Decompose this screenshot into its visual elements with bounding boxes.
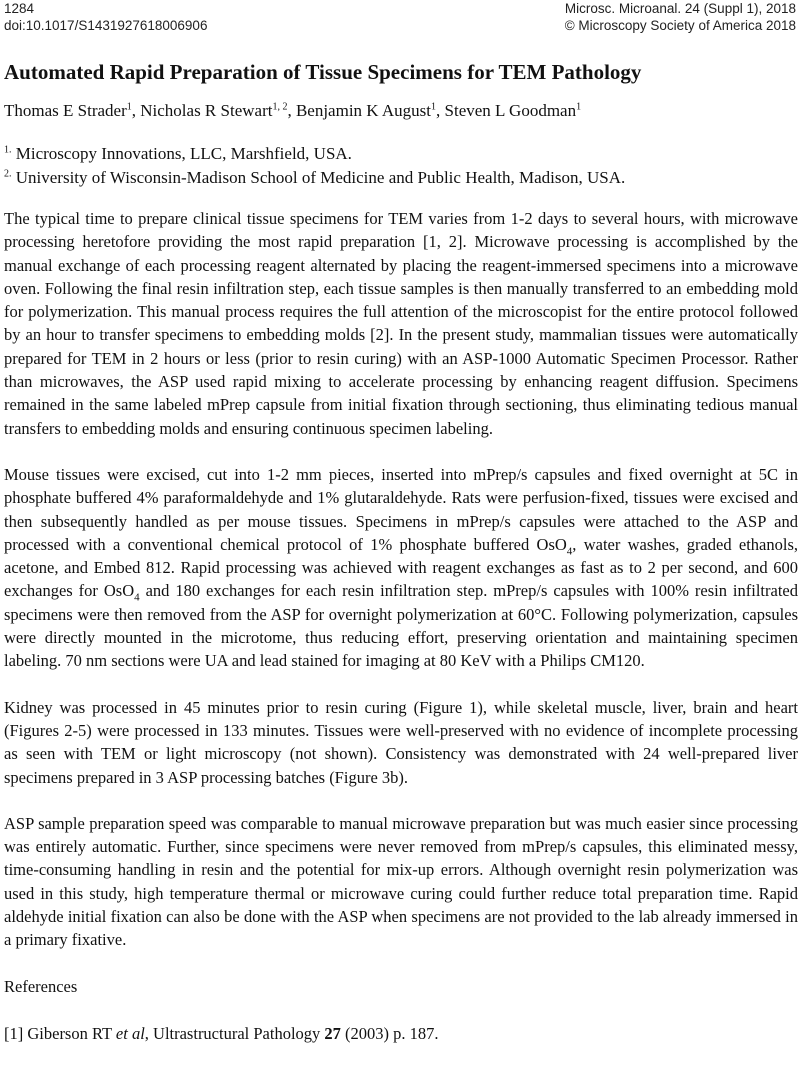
reference-item bbox=[4, 1022, 798, 1045]
subscript: 4 bbox=[134, 591, 140, 604]
copyright-notice: © Microscopy Society of America 2018 bbox=[564, 18, 796, 33]
paragraph-methods bbox=[4, 463, 798, 673]
methods-text: and 180 exchanges for each resin infiltration step. mPrep/s capsules with 100% resin infiltrated specimens were then removed from the ASP for overnight polymerization at 60°C. Following polymerization, capsules were directly mounted in the microtome, thus reducing effort, preserving orientation and maintaining specimen labeling. 70 nm sections were UA and lead stained for imaging at 80 KeV with a Philips CM120. bbox=[4, 581, 798, 671]
affiliation-list bbox=[4, 142, 796, 190]
affiliation bbox=[4, 142, 796, 166]
author-name: Thomas E Strader bbox=[4, 101, 127, 120]
paragraph-results: Kidney was processed in 45 minutes prior to resin curing (Figure 1), while skeletal muscle, liver, brain and heart (Figures 2-5) were processed in 133 minutes. Tissues were well-preserved with no evidence of incomplete processing as seen with TEM or light microscopy (not shown). Consistency was demonstrated with 24 well-prepared liver specimens prepared in 3 ASP processing batches (Figure 3b). bbox=[4, 697, 798, 787]
reference-text: (2003) p. 187. bbox=[340, 1023, 439, 1043]
reference-text: [1] Giberson RT bbox=[4, 1023, 116, 1043]
paper-title: Automated Rapid Preparation of Tissue Specimens for TEM Pathology bbox=[4, 60, 642, 84]
author-affiliation-mark: 1 bbox=[126, 101, 132, 113]
references-heading: References bbox=[4, 976, 78, 996]
author-list: Thomas E Strader$^1$, Nicholas R Stewart$^{1, 2}$, Benjamin K August$^1$, Steven L Goodman$^1$ bbox=[4, 101, 582, 120]
methods-text: Mouse tissues were excised, cut into 1-2 mm pieces, inserted into mPrep/s capsules and fixed overnight at 5C in phosphate buffered 4% paraformaldehyde and 1% glutaraldehyde. Rats were perfusion-fixed, tissues were excised and then subsequently handled as per mouse tissues. Specimens in mPrep/s capsules were attached to the ASP and processed with a conventional chemical protocol of 1% phosphate buffered OsO bbox=[4, 464, 798, 554]
doi-link[interactable]: doi:10.1017/S1431927618006906 bbox=[4, 18, 208, 33]
subscript: 4 bbox=[566, 545, 573, 558]
page-header bbox=[0, 0, 800, 34]
page-number: 1284 bbox=[4, 1, 35, 16]
author-name: Nicholas R Stewart bbox=[140, 101, 273, 120]
author-name: Steven L Goodman bbox=[444, 101, 577, 120]
abstract-body bbox=[4, 207, 798, 1045]
affiliation-text: University of Wisconsin-Madison School of Medicine and Public Health, Madison, USA. bbox=[15, 168, 626, 187]
header-row-1 bbox=[0, 0, 800, 17]
paragraph-discussion: ASP sample preparation speed was comparable to manual microwave preparation but was much easier since processing was entirely automatic. Further, since specimens were never removed from mPrep/s capsules, this eliminated messy, time-consuming handling in resin and the potential for mix-up errors. Although overnight resin polymerization was used in this study, high temperature thermal or microwave curing could further reduce total preparation time. Rapid aldehyde initial fixation can also be done with the ASP when specimens are not provided to the lab already immersed in a primary fixative. bbox=[4, 813, 798, 950]
author-affiliation-mark: 1 bbox=[576, 101, 582, 113]
header-row-2 bbox=[0, 17, 800, 34]
affiliation-text: Microscopy Innovations, LLC, Marshfield, USA. bbox=[15, 144, 352, 163]
journal-citation: Microsc. Microanal. 24 (Suppl 1), 2018 bbox=[564, 1, 796, 16]
methods-text: , water washes, graded ethanols, acetone, and Embed 812. Rapid processing was achieved with reagent exchanges as fast as to 2 per second, and 600 exchanges for OsO bbox=[4, 534, 798, 601]
affiliation bbox=[4, 166, 796, 190]
paragraph-introduction: The typical time to prepare clinical tissue specimens for TEM varies from 1-2 days to several hours, with microwave processing heretofore providing the most rapid preparation [1, 2]. Microwave processing is accomplished by the manual exchange of each processing reagent alternated by placing the reagent-immersed specimens into a microwave oven. Following the final resin infiltration step, each tissue samples is then manually transferred to an embedding mold for polymerization. This manual process requires the full attention of the microscopist for the entire protocol followed by an hour to transfer specimens to embedding molds [2]. In the present study, mammalian tissues were automatically prepared for TEM in 2 hours or less (prior to resin curing) with an ASP-1000 Automatic Specimen Processor. Rather than microwaves, the ASP used rapid mixing to accelerate processing by enhancing reagent diffusion. Specimens remained in the same labeled mPrep capsule from initial fixation through sectioning, thus eliminating tedious manual transfers to embedding molds and ensuring continuous specimen labeling. bbox=[4, 209, 798, 438]
reference-etal: et al bbox=[115, 1023, 145, 1043]
author-name: Benjamin K August bbox=[295, 101, 432, 120]
reference-volume: 27 bbox=[324, 1023, 341, 1043]
author-affiliation-mark: 1 bbox=[431, 101, 437, 113]
affiliation-mark: 1. bbox=[4, 144, 12, 156]
reference-text: , Ultrastructural Pathology bbox=[144, 1023, 325, 1043]
affiliation-mark: 2. bbox=[4, 168, 12, 180]
author-affiliation-mark: 1, 2 bbox=[272, 101, 288, 113]
